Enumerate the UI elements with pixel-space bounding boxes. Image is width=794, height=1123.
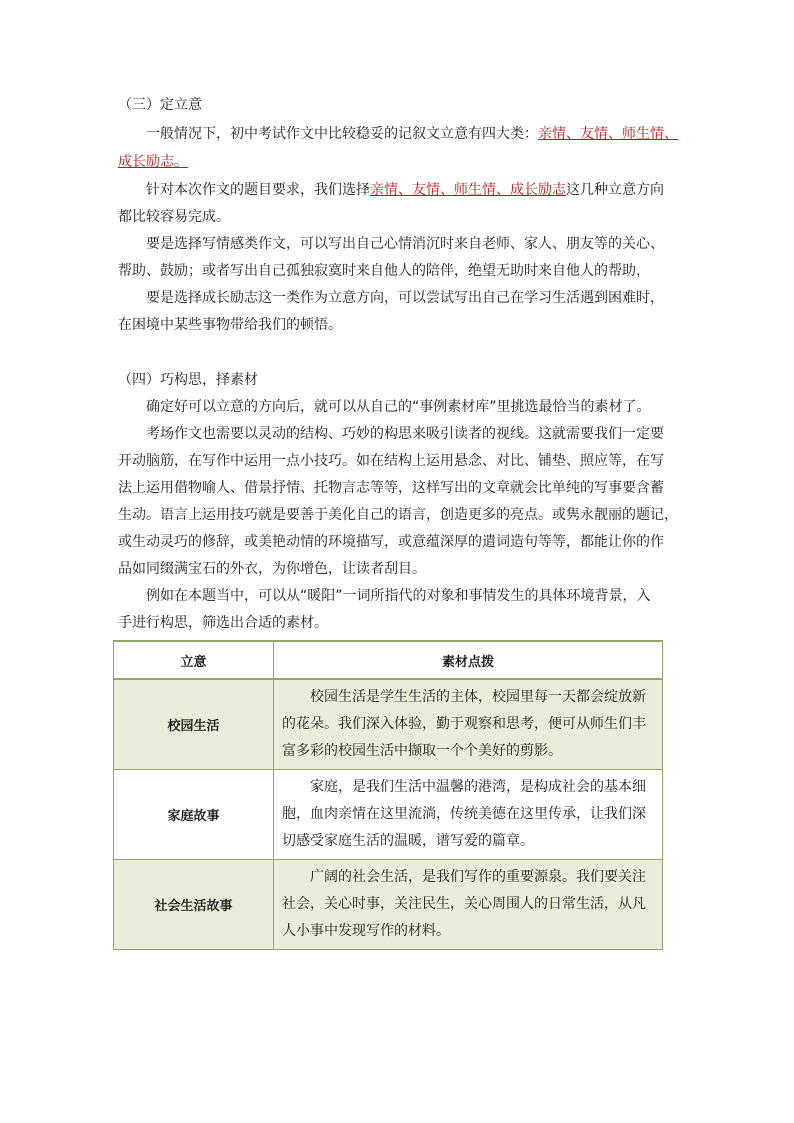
paragraph-text: 针对本次作文的题目要求，我们选择 xyxy=(146,182,370,198)
paragraph-line: 手进行构思，筛选出合适的素材。 xyxy=(118,615,328,631)
section-heading-3: （三）定立意 xyxy=(118,97,202,113)
highlight-text: 亲情、友情、师生情、 xyxy=(538,126,678,142)
table-row-label: 校园生活 xyxy=(114,679,274,770)
paragraph-line: 要是选择写情感类作文，可以写出自己心情消沉时来自老师、家人、朋友等的关心、 xyxy=(146,236,664,252)
table-row-label: 家庭故事 xyxy=(114,770,274,860)
paragraph-line: 例如在本题当中，可以从“暖阳”一词所指代的对象和事情发生的具体环境背景，入 xyxy=(146,588,651,604)
paragraph-line: 要是选择成长励志这一类作为立意方向，可以尝试写出自己在学习生活遇到困难时， xyxy=(146,290,664,306)
highlight-text: 亲情、友情、师生情、成长励志 xyxy=(370,182,566,198)
table-row xyxy=(114,679,663,770)
table-header-cell: 立意 xyxy=(114,641,274,679)
highlight-text: 成长励志。 xyxy=(118,154,188,170)
table-row-text: 校园生活是学生生活的主体，校园里每一天都会绽放新的花朵。我们深入体验，勤于观察和思考，便可从师生们丰富多彩的校园生活中撷取一个个美好的剪影。 xyxy=(274,679,663,770)
paragraph-line: 考场作文也需要以灵动的结构、巧妙的构思来吸引读者的视线。这就需要我们一定要 xyxy=(146,426,664,442)
paragraph-text: 一般情况下，初中考试作文中比较稳妥的记叙文立意有四大类： xyxy=(146,126,538,142)
paragraph-line: 都比较容易完成。 xyxy=(118,209,230,225)
table-row xyxy=(114,770,663,860)
paragraph-line: 品如同缀满宝石的外衣，为你增色，让读者刮目。 xyxy=(118,561,426,577)
paragraph-line: 在困境中某些事物带给我们的顿悟。 xyxy=(118,317,342,333)
table-header-row xyxy=(114,641,663,679)
paragraph-line: 确定好可以立意的方向后，就可以从自己的“事例素材库”里挑选最恰当的素材了。 xyxy=(146,399,651,415)
table-header-cell: 素材点拨 xyxy=(274,641,663,679)
table-row-text: 家庭，是我们生活中温馨的港湾，是构成社会的基本细胞，血肉亲情在这里流淌，传统美德在这里传承，让我们深切感受家庭生活的温暖，谱写爱的篇章。 xyxy=(274,770,663,860)
section-heading-4: （四）巧构思，择素材 xyxy=(118,372,258,388)
paragraph-line: 生动。语言上运用技巧就是要善于美化自己的语言，创造更多的亮点。或隽永靓丽的题记， xyxy=(118,507,678,523)
paragraph-line xyxy=(146,180,664,200)
table-row xyxy=(114,860,663,950)
material-table xyxy=(113,640,663,950)
paragraph-line: 开动脑筋，在写作中运用一点小技巧。如在结构上运用悬念、对比、铺垫、照应等，在写 xyxy=(118,453,664,469)
table-row-text: 广阔的社会生活，是我们写作的重要源泉。我们要关注社会，关心时事，关注民生，关心周围人的日常生活，从凡人小事中发现写作的材料。 xyxy=(274,860,663,950)
paragraph-line xyxy=(146,124,678,144)
table-row-label: 社会生活故事 xyxy=(114,860,274,950)
paragraph-line: 或生动灵巧的修辞，或美艳动情的环境描写，或意蕴深厚的遣词造句等等，都能让你的作 xyxy=(118,534,664,550)
paragraph-line: 法上运用借物喻人、借景抒情、托物言志等等，这样写出的文章就会比单纯的写事要含蓄 xyxy=(118,480,664,496)
paragraph-line: 帮助、鼓励；或者写出自己孤独寂寞时来自他人的陪伴，绝望无助时来自他人的帮助， xyxy=(118,263,650,279)
paragraph-line xyxy=(118,152,188,172)
paragraph-text: 这几种立意方向 xyxy=(566,182,664,198)
